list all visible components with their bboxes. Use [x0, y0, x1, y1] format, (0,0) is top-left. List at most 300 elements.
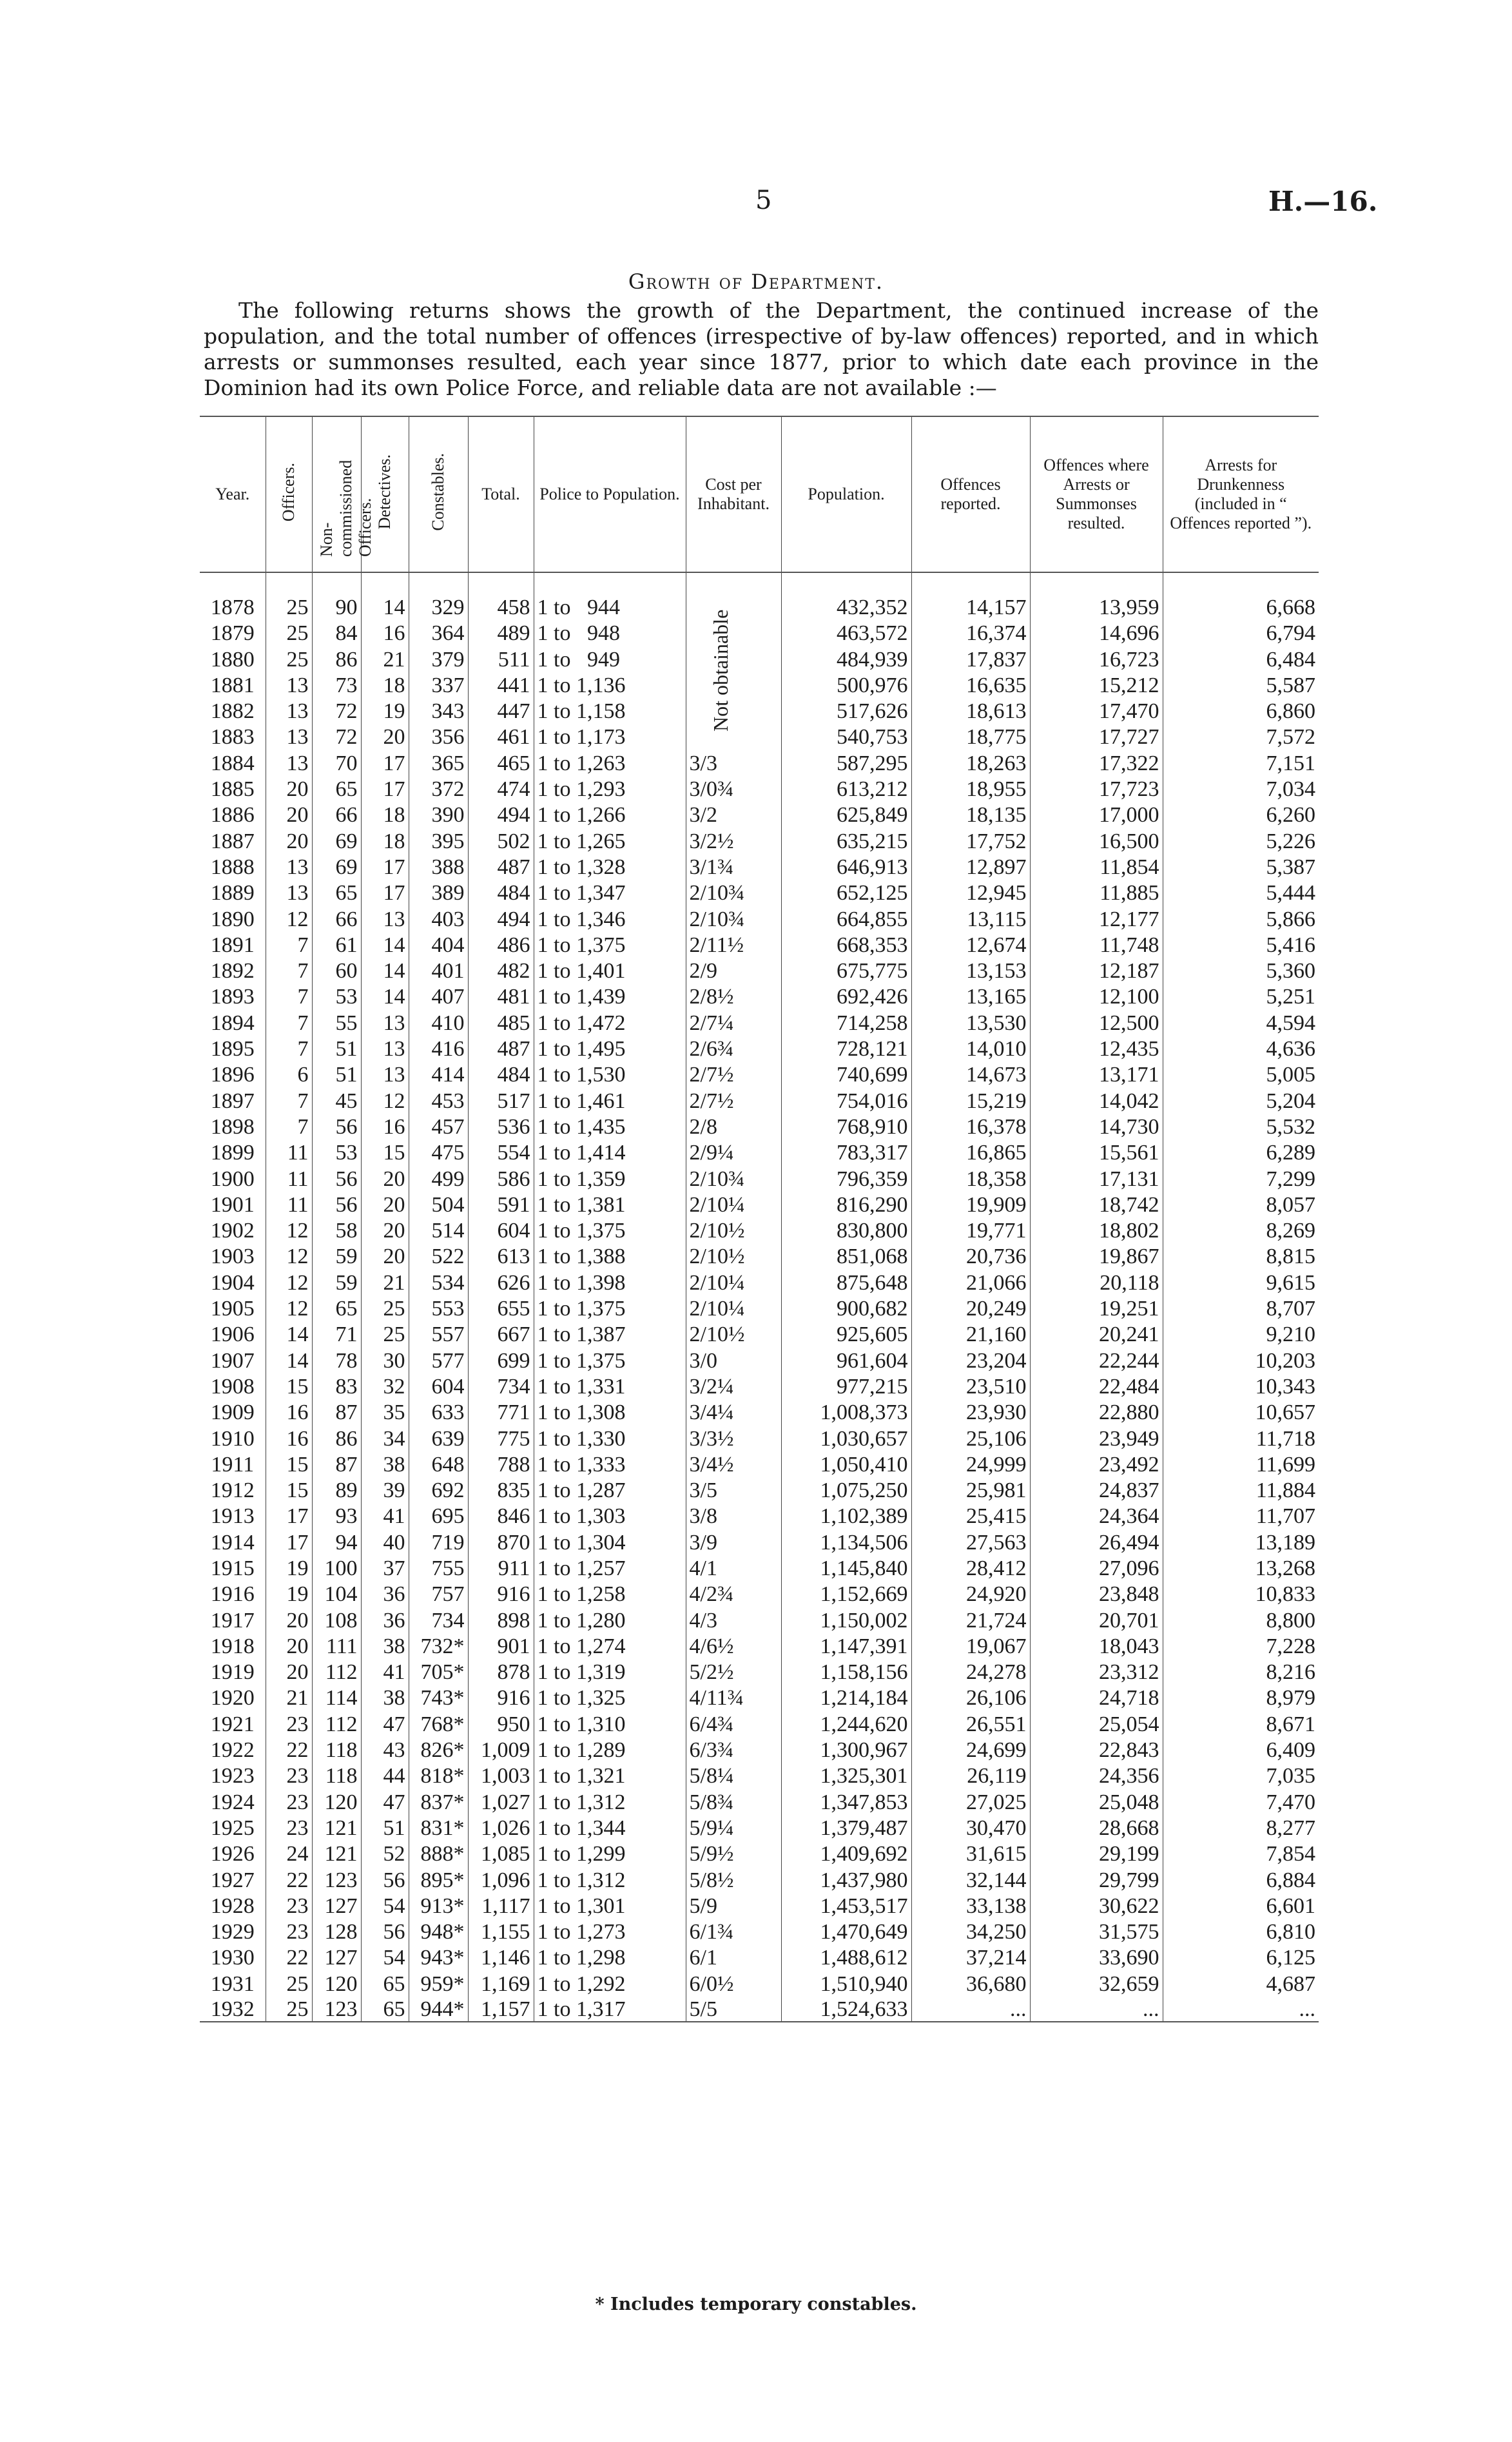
cell-year: 1908	[210, 1374, 255, 1399]
cell-constables: 553	[409, 1295, 468, 1321]
cell-constables: 389	[409, 879, 468, 905]
cell-cost: 2/7½	[686, 1087, 781, 1112]
cell-population: 635,215	[781, 827, 911, 853]
col-police-to-population: Police to Population.	[534, 416, 686, 572]
cell-detectives: 13	[361, 905, 409, 931]
cell-police-ratio: 1 to 1,435	[534, 1113, 686, 1139]
cell-drunkenness: 7,228	[1163, 1633, 1319, 1658]
cell-detectives: 13	[361, 1035, 409, 1061]
cell-offences: 18,135	[911, 801, 1030, 827]
cell-officers: 13	[266, 879, 312, 905]
cell-police-ratio: 1 to 1,308	[534, 1399, 686, 1424]
cell-detectives: 47	[361, 1710, 409, 1736]
table-row	[200, 1191, 1319, 1217]
cell-total: 517	[468, 1087, 534, 1112]
cell-year: 1910	[210, 1426, 255, 1451]
cell-drunkenness: 6,409	[1163, 1736, 1319, 1762]
cell-year: 1909	[210, 1400, 255, 1425]
cell-drunkenness: 4,594	[1163, 1009, 1319, 1034]
intro-paragraph: The following returns shows the growth of the Department, the continued increase of the population, and the total number of offences (irrespective of by-law offences) reported, and in which arrests or summonses resulted, each year since 1877, prior to which date each province in the Dominion had its own Police Force, and reliable data are not available :—	[204, 298, 1319, 400]
cell-arrests: 17,322	[1030, 749, 1163, 775]
cell-constables: 633	[409, 1399, 468, 1424]
cell-cost: 3/5	[686, 1477, 781, 1502]
cell-arrests: 27,096	[1030, 1555, 1163, 1580]
cell-drunkenness: 7,034	[1163, 775, 1319, 801]
cell-officers: 23	[266, 1788, 312, 1814]
cell-constables: 329	[409, 572, 468, 619]
cell-cost: 2/10¾	[686, 905, 781, 931]
cell-arrests: 17,470	[1030, 697, 1163, 723]
cell-detectives: 44	[361, 1762, 409, 1788]
cell-police-ratio: 1 to 1,387	[534, 1321, 686, 1346]
cell-police-ratio: 1 to 1,375	[534, 931, 686, 957]
cell-constables: 818*	[409, 1762, 468, 1788]
cell-offences: 24,278	[911, 1658, 1030, 1684]
cell-cost: 2/10½	[686, 1243, 781, 1268]
cell-police-ratio: 1 to 1,293	[534, 775, 686, 801]
cell-arrests: 13,171	[1030, 1061, 1163, 1087]
cell-total: 474	[468, 775, 534, 801]
cell-detectives: 14	[361, 983, 409, 1009]
cell-arrests: 23,492	[1030, 1451, 1163, 1477]
cell-cost: 4/3	[686, 1606, 781, 1632]
col-drunkenness: Arrests for Drunkenness (included in “ Offences reported ”).	[1163, 416, 1319, 572]
cell-constables: 743*	[409, 1684, 468, 1710]
cell-detectives: 21	[361, 1268, 409, 1294]
cell-detectives: 54	[361, 1892, 409, 1918]
cell-drunkenness: 7,854	[1163, 1840, 1319, 1866]
cell-population: 1,147,391	[781, 1633, 911, 1658]
cell-drunkenness: 13,268	[1163, 1555, 1319, 1580]
cell-arrests: 14,730	[1030, 1113, 1163, 1139]
cell-constables: 365	[409, 749, 468, 775]
cell-population: 668,353	[781, 931, 911, 957]
cell-total: 484	[468, 1061, 534, 1087]
cell-offences: 25,106	[911, 1424, 1030, 1450]
cell-police-ratio: 1 to 1,312	[534, 1866, 686, 1892]
cell-year: 1889	[210, 881, 255, 906]
cell-cost: 3/0¾	[686, 775, 781, 801]
cell-cost: 2/10¾	[686, 1165, 781, 1190]
cell-year: 1927	[210, 1868, 255, 1892]
cell-offences: 37,214	[911, 1944, 1030, 1970]
cell-police-ratio: 1 to 944	[534, 572, 686, 619]
cell-drunkenness: 6,884	[1163, 1866, 1319, 1892]
cell-cost: 5/8¼	[686, 1762, 781, 1788]
table-row	[200, 1502, 1319, 1528]
cell-total: 1,085	[468, 1840, 534, 1866]
cell-detectives: 18	[361, 827, 409, 853]
cell-arrests: 23,949	[1030, 1424, 1163, 1450]
cell-cost: 6/1	[686, 1944, 781, 1970]
cell-arrests: 22,843	[1030, 1736, 1163, 1762]
cell-offences: 24,920	[911, 1580, 1030, 1606]
cell-police-ratio: 1 to 1,274	[534, 1633, 686, 1658]
cell-year: 1921	[210, 1712, 255, 1736]
cell-officers: 22	[266, 1944, 312, 1970]
cell-constables: 414	[409, 1061, 468, 1087]
cell-constables: 453	[409, 1087, 468, 1112]
cell-cost: 2/10¼	[686, 1295, 781, 1321]
cell-total: 655	[468, 1295, 534, 1321]
cell-officers: 23	[266, 1814, 312, 1840]
cell-officers: 17	[266, 1502, 312, 1528]
cell-detectives: 25	[361, 1295, 409, 1321]
cell-detectives: 18	[361, 801, 409, 827]
cell-officers: 11	[266, 1139, 312, 1165]
cell-population: 1,050,410	[781, 1451, 911, 1477]
cell-population: 740,699	[781, 1061, 911, 1087]
cell-population: 1,102,389	[781, 1502, 911, 1528]
cell-constables: 522	[409, 1243, 468, 1268]
table-row	[200, 1580, 1319, 1606]
cell-offences: 32,144	[911, 1866, 1030, 1892]
cell-cost: 3/2½	[686, 827, 781, 853]
cell-constables: 734	[409, 1606, 468, 1632]
cell-total: 447	[468, 697, 534, 723]
cell-nco: 53	[312, 1139, 361, 1165]
cell-total: 788	[468, 1451, 534, 1477]
cell-police-ratio: 1 to 1,273	[534, 1918, 686, 1944]
cell-year: 1917	[210, 1608, 255, 1633]
cell-police-ratio: 1 to 1,321	[534, 1762, 686, 1788]
cell-constables: 457	[409, 1113, 468, 1139]
cell-population: 1,030,657	[781, 1424, 911, 1450]
cell-constables: 395	[409, 827, 468, 853]
cell-detectives: 16	[361, 619, 409, 645]
cell-population: 961,604	[781, 1346, 911, 1372]
cell-nco: 65	[312, 775, 361, 801]
cell-total: 613	[468, 1243, 534, 1268]
cell-offences: 18,613	[911, 697, 1030, 723]
table-row	[200, 1892, 1319, 1918]
cell-population: 1,409,692	[781, 1840, 911, 1866]
cell-arrests: 22,484	[1030, 1373, 1163, 1399]
cell-constables: 732*	[409, 1633, 468, 1658]
cell-drunkenness: 8,216	[1163, 1658, 1319, 1684]
cell-offences: 21,160	[911, 1321, 1030, 1346]
cell-offences: 31,615	[911, 1840, 1030, 1866]
cell-cost: 3/2¼	[686, 1373, 781, 1399]
cell-total: 771	[468, 1399, 534, 1424]
cell-year: 1884	[210, 751, 255, 775]
cell-officers: 20	[266, 827, 312, 853]
cell-cost: 5/8¾	[686, 1788, 781, 1814]
table-row	[200, 749, 1319, 775]
cell-nco: 108	[312, 1606, 361, 1632]
cell-arrests: 20,701	[1030, 1606, 1163, 1632]
cell-year: 1898	[210, 1114, 255, 1139]
cell-arrests: 16,723	[1030, 645, 1163, 671]
cell-drunkenness: 8,269	[1163, 1217, 1319, 1243]
cell-officers: 23	[266, 1710, 312, 1736]
cell-population: 1,347,853	[781, 1788, 911, 1814]
cell-total: 487	[468, 1035, 534, 1061]
cell-offences: 26,106	[911, 1684, 1030, 1710]
col-nco	[312, 416, 374, 572]
cell-cost: 6/1¾	[686, 1918, 781, 1944]
cell-population: 1,152,669	[781, 1580, 911, 1606]
cell-police-ratio: 1 to 1,325	[534, 1684, 686, 1710]
cell-police-ratio: 1 to 1,310	[534, 1710, 686, 1736]
cell-drunkenness: 11,699	[1163, 1451, 1319, 1477]
cell-officers: 7	[266, 931, 312, 957]
cell-year: 1879	[210, 621, 255, 646]
cell-nco: 61	[312, 931, 361, 957]
cell-cost: 3/8	[686, 1502, 781, 1528]
cell-year: 1905	[210, 1297, 255, 1321]
cell-constables: 826*	[409, 1736, 468, 1762]
cell-year: 1928	[210, 1894, 255, 1918]
cell-nco: 78	[312, 1346, 361, 1372]
cell-cost: 2/7½	[686, 1061, 781, 1087]
cell-population: 1,158,156	[781, 1658, 911, 1684]
cell-police-ratio: 1 to 1,388	[534, 1243, 686, 1268]
cell-cost: 2/7¼	[686, 1009, 781, 1034]
cell-cost: 2/10¼	[686, 1268, 781, 1294]
cell-nco: 112	[312, 1710, 361, 1736]
cell-year: 1892	[210, 959, 255, 984]
cell-total: 699	[468, 1346, 534, 1372]
cell-police-ratio: 1 to 1,328	[534, 853, 686, 879]
cell-police-ratio: 1 to 1,359	[534, 1165, 686, 1190]
table-row	[200, 1061, 1319, 1087]
table-row	[200, 1268, 1319, 1294]
cell-total: 486	[468, 931, 534, 957]
cell-total: 494	[468, 801, 534, 827]
cell-total: 485	[468, 1009, 534, 1034]
cell-officers: 6	[266, 1061, 312, 1087]
cell-constables: 692	[409, 1477, 468, 1502]
table-row	[200, 905, 1319, 931]
cell-population: 900,682	[781, 1295, 911, 1321]
cell-offences: 17,837	[911, 645, 1030, 671]
cell-year: 1914	[210, 1530, 255, 1555]
table-row	[200, 983, 1319, 1009]
cell-nco: 104	[312, 1580, 361, 1606]
table-row	[200, 1035, 1319, 1061]
cell-drunkenness: 5,251	[1163, 983, 1319, 1009]
table-row	[200, 1996, 1319, 2022]
cell-drunkenness: 13,189	[1163, 1528, 1319, 1554]
cell-drunkenness: 10,343	[1163, 1373, 1319, 1399]
cell-offences: 21,724	[911, 1606, 1030, 1632]
cell-drunkenness: 5,226	[1163, 827, 1319, 853]
cell-nco: 111	[312, 1633, 361, 1658]
cell-year: 1931	[210, 1972, 255, 1996]
cell-offences: 26,119	[911, 1762, 1030, 1788]
table-row	[200, 1295, 1319, 1321]
cell-total: 591	[468, 1191, 534, 1217]
cell-total: 626	[468, 1268, 534, 1294]
cell-drunkenness: 7,035	[1163, 1762, 1319, 1788]
cell-officers: 23	[266, 1762, 312, 1788]
cell-police-ratio: 1 to 1,257	[534, 1555, 686, 1580]
cell-police-ratio: 1 to 1,280	[534, 1606, 686, 1632]
col-cost-per-inhabitant: Cost per Inhabitant.	[686, 416, 781, 572]
cell-cost: 3/4¼	[686, 1399, 781, 1424]
cell-drunkenness: 4,636	[1163, 1035, 1319, 1061]
cell-total: 502	[468, 827, 534, 853]
cell-nco: 118	[312, 1736, 361, 1762]
cell-arrests: ...	[1030, 1996, 1163, 2022]
document-reference: H.—16.	[1268, 186, 1378, 217]
cell-officers: 19	[266, 1555, 312, 1580]
cell-offences: 18,955	[911, 775, 1030, 801]
cell-drunkenness: 6,810	[1163, 1918, 1319, 1944]
cell-arrests: 24,356	[1030, 1762, 1163, 1788]
cell-offences: 13,165	[911, 983, 1030, 1009]
cell-detectives: 14	[361, 572, 409, 619]
cell-arrests: 18,802	[1030, 1217, 1163, 1243]
not-obtainable-note: Not obtainable	[709, 609, 732, 732]
col-offences-reported: Offences reported.	[911, 416, 1030, 572]
table-row	[200, 1762, 1319, 1788]
cell-detectives: 47	[361, 1788, 409, 1814]
cell-detectives: 35	[361, 1399, 409, 1424]
cell-drunkenness: 8,800	[1163, 1606, 1319, 1632]
cell-detectives: 20	[361, 1165, 409, 1190]
cell-arrests: 20,118	[1030, 1268, 1163, 1294]
cell-population: 1,470,649	[781, 1918, 911, 1944]
cell-population: 1,075,250	[781, 1477, 911, 1502]
cell-constables: 577	[409, 1346, 468, 1372]
cell-constables: 959*	[409, 1970, 468, 1995]
cell-population: 783,317	[781, 1139, 911, 1165]
cell-nco: 121	[312, 1840, 361, 1866]
cell-detectives: 30	[361, 1346, 409, 1372]
cell-total: 1,157	[468, 1996, 534, 2022]
cell-police-ratio: 1 to 1,398	[534, 1268, 686, 1294]
col-year: Year.	[200, 416, 266, 572]
cell-total: 1,009	[468, 1736, 534, 1762]
cell-arrests: 17,131	[1030, 1165, 1163, 1190]
cell-officers: 12	[266, 1217, 312, 1243]
cell-drunkenness: 11,707	[1163, 1502, 1319, 1528]
cell-arrests: 30,622	[1030, 1892, 1163, 1918]
cell-detectives: 65	[361, 1996, 409, 2022]
cell-police-ratio: 1 to 1,347	[534, 879, 686, 905]
cell-detectives: 13	[361, 1061, 409, 1087]
cell-police-ratio: 1 to 1,266	[534, 801, 686, 827]
cell-officers: 7	[266, 983, 312, 1009]
cell-year: 1929	[210, 1920, 255, 1944]
cell-detectives: 37	[361, 1555, 409, 1580]
cell-officers: 20	[266, 1658, 312, 1684]
cell-nco: 56	[312, 1191, 361, 1217]
cell-drunkenness: 5,360	[1163, 957, 1319, 983]
col-detectives-label: Detectives.	[375, 454, 394, 530]
cell-constables: 768*	[409, 1710, 468, 1736]
cell-year: 1904	[210, 1270, 255, 1295]
cell-drunkenness: 8,707	[1163, 1295, 1319, 1321]
cell-offences: 16,374	[911, 619, 1030, 645]
cell-police-ratio: 1 to 1,158	[534, 697, 686, 723]
cell-detectives: 17	[361, 749, 409, 775]
cell-drunkenness: 6,289	[1163, 1139, 1319, 1165]
cell-offences: 19,771	[911, 1217, 1030, 1243]
cell-detectives: 36	[361, 1580, 409, 1606]
cell-population: 1,145,840	[781, 1555, 911, 1580]
cell-year: 1903	[210, 1245, 255, 1269]
cell-officers: 11	[266, 1191, 312, 1217]
cell-drunkenness: 5,587	[1163, 672, 1319, 697]
cell-arrests: 32,659	[1030, 1970, 1163, 1995]
table-row	[200, 827, 1319, 853]
cell-year: 1916	[210, 1582, 255, 1607]
cell-offences: 19,067	[911, 1633, 1030, 1658]
cell-cost: 3/1¾	[686, 853, 781, 879]
cell-arrests: 19,867	[1030, 1243, 1163, 1268]
cell-officers: 15	[266, 1477, 312, 1502]
cell-constables: 557	[409, 1321, 468, 1346]
cell-officers: 20	[266, 801, 312, 827]
cell-detectives: 41	[361, 1658, 409, 1684]
cell-constables: 944*	[409, 1996, 468, 2022]
cell-detectives: 56	[361, 1918, 409, 1944]
cell-total: 870	[468, 1528, 534, 1554]
cell-detectives: 14	[361, 957, 409, 983]
cell-detectives: 20	[361, 1191, 409, 1217]
cell-officers: 16	[266, 1424, 312, 1450]
cell-nco: 53	[312, 983, 361, 1009]
cell-population: 1,134,506	[781, 1528, 911, 1554]
cell-total: 846	[468, 1502, 534, 1528]
cell-officers: 13	[266, 697, 312, 723]
cell-constables: 388	[409, 853, 468, 879]
cell-detectives: 56	[361, 1866, 409, 1892]
cell-drunkenness: ...	[1163, 1996, 1319, 2022]
cell-detectives: 20	[361, 1217, 409, 1243]
cell-nco: 73	[312, 672, 361, 697]
cell-officers: 20	[266, 1633, 312, 1658]
cell-constables: 372	[409, 775, 468, 801]
cell-police-ratio: 1 to 1,289	[534, 1736, 686, 1762]
cell-arrests: 24,837	[1030, 1477, 1163, 1502]
cell-drunkenness: 5,416	[1163, 931, 1319, 957]
cell-population: 652,125	[781, 879, 911, 905]
cell-police-ratio: 1 to 1,472	[534, 1009, 686, 1034]
cell-offences: 20,249	[911, 1295, 1030, 1321]
cell-total: 489	[468, 619, 534, 645]
cell-arrests: 28,668	[1030, 1814, 1163, 1840]
cell-arrests: 16,500	[1030, 827, 1163, 853]
table-row	[200, 1866, 1319, 1892]
cell-cost: 6/4¾	[686, 1710, 781, 1736]
cell-drunkenness: 10,203	[1163, 1346, 1319, 1372]
cell-nco: 51	[312, 1061, 361, 1087]
cell-police-ratio: 1 to 1,414	[534, 1139, 686, 1165]
cell-year: 1901	[210, 1192, 255, 1217]
cell-nco: 65	[312, 879, 361, 905]
cell-detectives: 38	[361, 1451, 409, 1477]
cell-constables: 401	[409, 957, 468, 983]
cell-arrests: 12,100	[1030, 983, 1163, 1009]
cell-offences: 25,981	[911, 1477, 1030, 1502]
cell-officers: 15	[266, 1451, 312, 1477]
cell-constables: 913*	[409, 1892, 468, 1918]
cell-police-ratio: 1 to 1,530	[534, 1061, 686, 1087]
cell-year: 1894	[210, 1011, 255, 1035]
cell-constables: 390	[409, 801, 468, 827]
cell-year: 1893	[210, 985, 255, 1009]
cell-arrests: 22,244	[1030, 1346, 1163, 1372]
cell-arrests: 29,199	[1030, 1840, 1163, 1866]
cell-nco: 94	[312, 1528, 361, 1554]
cell-population: 1,150,002	[781, 1606, 911, 1632]
cell-detectives: 18	[361, 672, 409, 697]
cell-nco: 66	[312, 905, 361, 931]
